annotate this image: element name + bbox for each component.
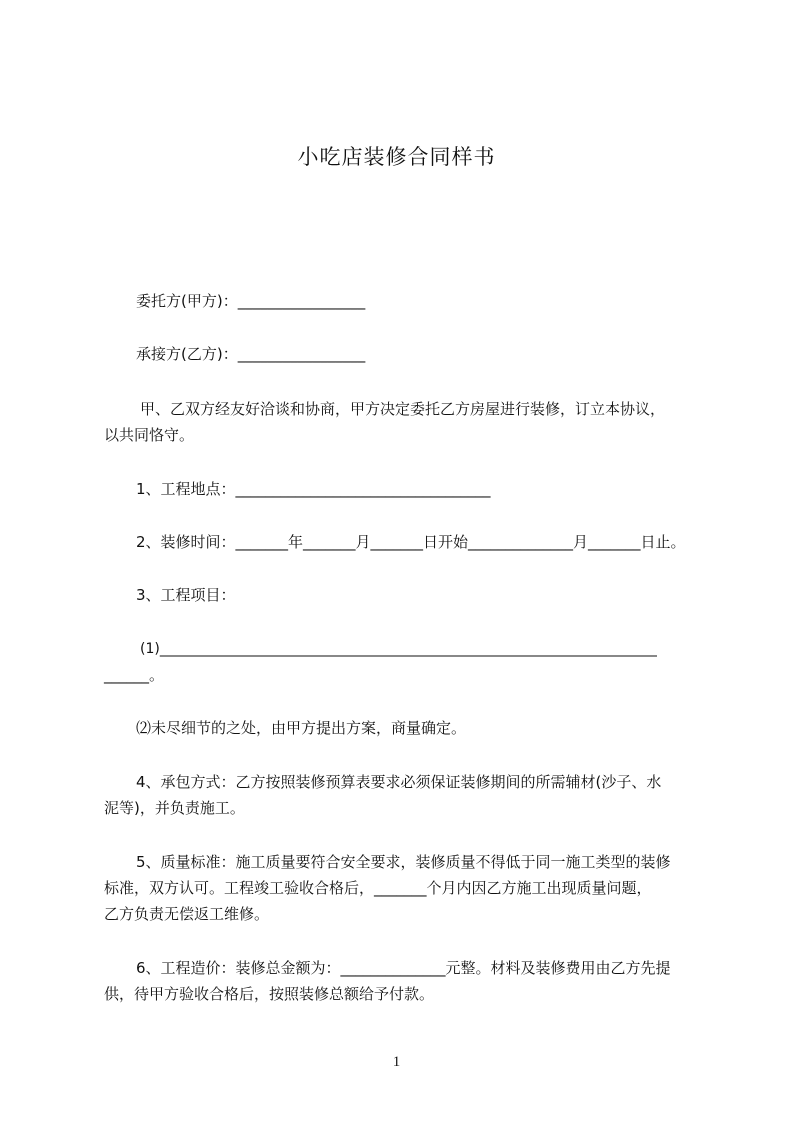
clause-3-item-1-line-1: (1)_______________________________________________________________________ [140, 641, 657, 657]
clause-2-duration: 2、装修时间：_______年_______月_______日开始______________月_______日止。 [136, 533, 686, 551]
clause-6-line-1: 6、工程造价：装修总金额为：______________元整。材料及装修费用由乙方先提 [136, 959, 671, 977]
clause-3-heading: 3、工程项目： [136, 586, 236, 604]
clause-4-line-2: 泥等)，并负责施工。 [104, 799, 245, 817]
clause-3-item-2: ⑵未尽细节的之处，由甲方提出方案，商量确定。 [136, 719, 467, 737]
clause-5-line-1: 5、质量标准：施工质量要符合安全要求，装修质量不得低于同一施工类型的装修 [136, 853, 671, 871]
party-a-line: 委托方(甲方)：_________________ [136, 292, 366, 310]
document-title: 小吃店装修合同样书 [297, 145, 496, 169]
intro-line-2: 以共同恪守。 [104, 426, 195, 444]
clause-5-line-3: 乙方负责无偿返工维修。 [104, 905, 270, 923]
intro-line-1: 甲、乙双方经友好洽谈和协商，甲方决定委托乙方房屋进行装修，订立本协议， [140, 400, 666, 418]
party-b-line: 承接方(乙方)：_________________ [136, 345, 366, 363]
page-number: 1 [392, 1054, 401, 1070]
clause-1-location: 1、工程地点：__________________________________ [136, 480, 491, 498]
clause-4-line-1: 4、承包方式：乙方按照装修预算表要求必须保证装修期间的所需辅材(沙子、水 [136, 773, 662, 791]
clause-6-line-2: 供，待甲方验收合格后，按照装修总额给予付款。 [104, 985, 435, 1003]
clause-5-line-2: 标准，双方认可。工程竣工验收合格后，_______个月内因乙方施工出现质量问题， [104, 879, 652, 897]
clause-3-item-1-line-2: ______。 [104, 666, 165, 684]
